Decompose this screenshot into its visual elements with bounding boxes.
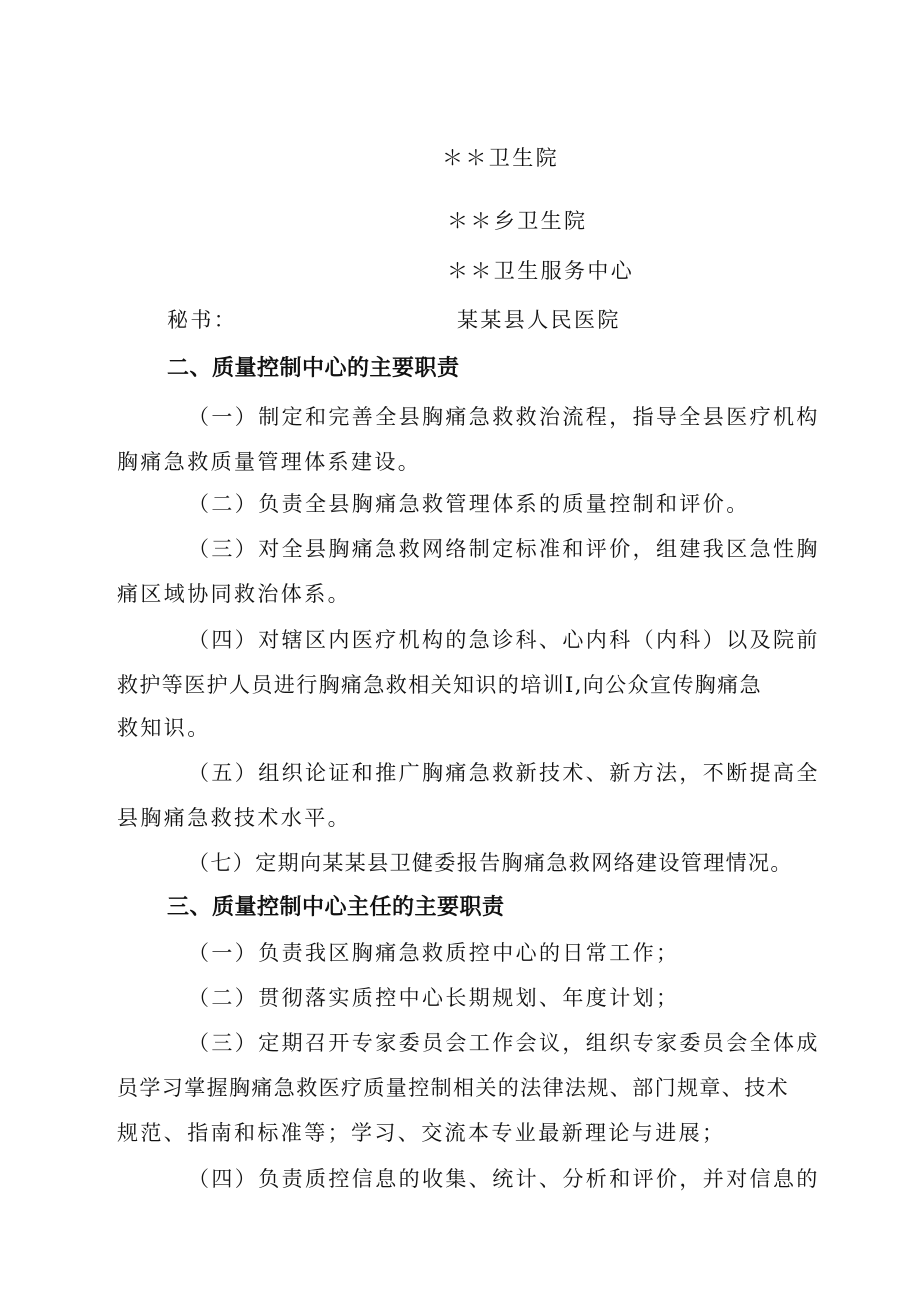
paragraph-line: （四）负责质控信息的收集、统计、分析和评价，并对信息的 bbox=[188, 1167, 820, 1191]
paragraph-line: 胸痛急救质量管理体系建设。 bbox=[117, 450, 422, 474]
paragraph-line: 痛区域协同救治体系。 bbox=[117, 582, 351, 606]
secretary-value: 某某县人民医院 bbox=[457, 308, 621, 332]
section-heading: 二、质量控制中心的主要职责 bbox=[167, 356, 460, 381]
paragraph-line: （三）对全县胸痛急救网络制定标准和评价，组建我区急性胸 bbox=[188, 537, 820, 561]
member-line: ＊＊乡卫生院 bbox=[447, 209, 588, 233]
paragraph-line: （二）负责全县胸痛急救管理体系的质量控制和评价。 bbox=[188, 492, 750, 516]
paragraph-line: （五）组织论证和推广胸痛急救新技术、新方法，不断提高全 bbox=[188, 761, 820, 785]
member-line: ＊＊卫生院 bbox=[442, 146, 559, 170]
secretary-label: 秘书： bbox=[167, 308, 238, 332]
paragraph-line: （三）定期召开专家委员会工作会议，组织专家委员会全体成 bbox=[188, 1031, 820, 1055]
member-line: ＊＊卫生服务中心 bbox=[447, 259, 635, 283]
paragraph-line: （二）贯彻落实质控中心长期规划、年度计划； bbox=[188, 986, 680, 1010]
paragraph-line: 救知识。 bbox=[117, 716, 211, 740]
section-heading: 三、质量控制中心主任的主要职责 bbox=[167, 895, 505, 920]
paragraph-line: （四）对辖区内医疗机构的急诊科、心内科（内科）以及院前 bbox=[188, 628, 820, 652]
paragraph-line: （一）制定和完善全县胸痛急救救治流程，指导全县医疗机构 bbox=[188, 405, 820, 429]
paragraph-line: 县胸痛急救技术水平。 bbox=[117, 806, 351, 830]
paragraph-line: 救护等医护人员进行胸痛急救相关知识的培训I,向公众宣传胸痛急 bbox=[117, 673, 762, 697]
paragraph-line: 规范、指南和标准等；学习、交流本专业最新理论与进展； bbox=[117, 1121, 726, 1145]
paragraph-line: （七）定期向某某县卫健委报告胸痛急救网络建设管理情况。 bbox=[188, 851, 793, 875]
paragraph-line: （一）负责我区胸痛急救质控中心的日常工作； bbox=[188, 941, 680, 965]
paragraph-line: 员学习掌握胸痛急救医疗质量控制相关的法律法规、部门规章、技术 bbox=[117, 1076, 789, 1100]
